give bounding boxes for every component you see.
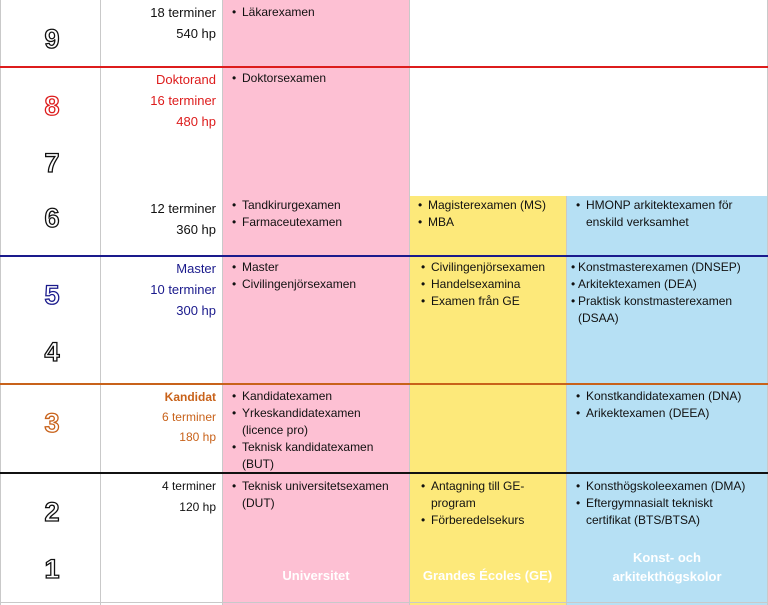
grid-line-v1 (0, 0, 1, 605)
level-2-hp: 120 hp (179, 500, 216, 514)
list-item: • Yrkeskandidatexamen (licence pro) (242, 405, 380, 439)
level-master (150, 258, 216, 321)
year-8: 8 (44, 91, 60, 121)
grid-line-v2 (100, 0, 101, 605)
level-2 (162, 476, 216, 518)
list-item: • Farmaceutexamen (242, 214, 405, 231)
grid-line-v3 (222, 0, 223, 605)
kandidat-terms: 6 terminer (161, 410, 216, 424)
grid-line-v5 (566, 196, 567, 605)
universitet-label: Universitet (282, 568, 350, 583)
year-4: 4 (44, 337, 60, 367)
level-2-terms: 4 terminer (161, 479, 216, 493)
grandes-ecoles-label: Grandes Écoles (GE) (422, 568, 553, 583)
list-item: • Läkarexamen (242, 4, 405, 21)
list-item: • Tandkirurgexamen (242, 197, 405, 214)
list-item: • Eftergymnasialt tekniskt certifikat (BTS/BTSA) (586, 495, 754, 529)
level-doktorand (150, 69, 216, 132)
universitet-y3 (230, 388, 380, 473)
year-2: 2 (44, 497, 60, 527)
kandidat-separator (0, 383, 768, 385)
kandidat-hp: 180 hp (179, 430, 216, 444)
year-3: 3 (44, 408, 60, 438)
list-item: • Magisterexamen (MS) (428, 197, 564, 214)
list-item: • Konstkandidatexamen (DNA) (586, 388, 764, 405)
master-terms: 10 terminer (150, 282, 216, 297)
konst-y2 (574, 478, 754, 529)
list-item: • Handelsexamina (431, 276, 564, 293)
bottom-border (0, 602, 768, 603)
year-7: 7 (44, 148, 60, 178)
grid-line-v4 (409, 0, 410, 605)
level-9 (150, 2, 216, 44)
ge-y2 (419, 478, 549, 529)
list-item: • MBA (428, 214, 564, 231)
year-1: 1 (44, 554, 60, 584)
list-item: • Examen från GE (431, 293, 564, 310)
list-item: • Master (242, 259, 405, 276)
master-hp: 300 hp (176, 303, 216, 318)
universitet-y2 (230, 478, 405, 512)
konst-y3 (574, 388, 764, 422)
kandidat-title: Kandidat (164, 390, 216, 404)
ge-y5 (419, 259, 564, 310)
universitet-y5 (230, 259, 405, 293)
doktorand-separator (0, 66, 768, 68)
doktorand-title: Doktorand (156, 72, 216, 87)
grandes-ecoles-column (409, 196, 566, 605)
list-item: • Teknisk kandidatexamen (BUT) (242, 439, 380, 473)
konst-label: Konst- och arkitekthögskolor (612, 550, 722, 584)
year-5: 5 (44, 280, 60, 310)
level-kandidat (162, 387, 216, 447)
list-item: • Teknisk universitetsexamen (DUT) (242, 478, 405, 512)
universitet-y9 (230, 4, 405, 21)
master-separator (0, 255, 768, 257)
doktorand-hp: 480 hp (176, 114, 216, 129)
universitet-column (223, 0, 409, 605)
list-item: • Arikektexamen (DEEA) (586, 405, 764, 422)
list-item: • Antagning till GE-program (431, 478, 549, 512)
list-item: • Förberedelsekurs (431, 512, 549, 529)
list-item: • Doktorsexamen (242, 70, 405, 87)
list-item: • Arkitektexamen (DEA) (578, 276, 766, 293)
level-6-terms: 12 terminer (150, 201, 216, 216)
list-item: • Kandidatexamen (242, 388, 380, 405)
konst-y6 (574, 197, 764, 231)
master-title: Master (176, 261, 216, 276)
level-9-hp: 540 hp (176, 26, 216, 41)
list-item: • Civilingenjörsexamen (242, 276, 405, 293)
list-item: • HMONP arkitektexamen för enskild verksamhet (586, 197, 764, 231)
konst-y5 (570, 259, 766, 327)
level-9-terms: 18 terminer (150, 5, 216, 20)
universitet-y6 (230, 197, 405, 231)
year-9: 9 (44, 24, 60, 54)
ge-y6 (416, 197, 564, 231)
doktorand-terms: 16 terminer (150, 93, 216, 108)
list-item: • Konstmasterexamen (DNSEP) (578, 259, 766, 276)
bachelor-start-separator (0, 472, 768, 474)
list-item: • Civilingenjörsexamen (431, 259, 564, 276)
universitet-y8 (230, 70, 405, 87)
level-6-hp: 360 hp (176, 222, 216, 237)
list-item: • Praktisk konstmasterexamen (DSAA) (578, 293, 766, 327)
level-6 (150, 198, 216, 240)
year-6: 6 (44, 203, 60, 233)
list-item: • Konsthögskoleexamen (DMA) (586, 478, 754, 495)
